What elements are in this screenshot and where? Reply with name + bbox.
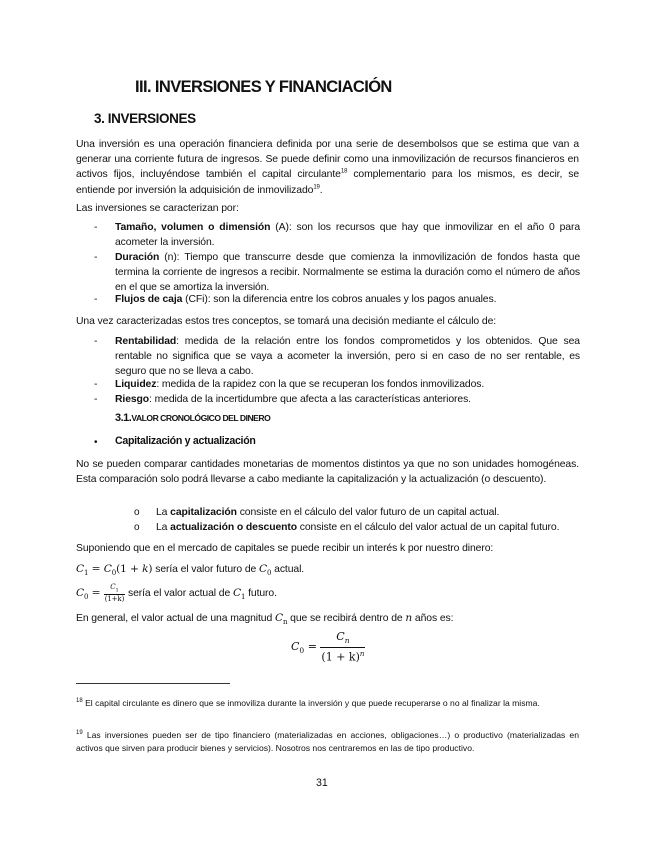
- list-item-duration: [115, 250, 580, 296]
- interest-paragraph: Suponiendo que en el mercado de capitales se puede recibir un interés k por nuestro dinero:: [76, 543, 494, 554]
- general-paragraph: [76, 611, 579, 630]
- list-item-risk: [115, 392, 580, 407]
- math-op: =: [88, 586, 104, 599]
- math-var: C: [76, 586, 85, 599]
- intro-text-2: complementario para los mismos, es decir, se entiende por inversión la adquisición de inmovilizado: [76, 169, 580, 196]
- math-op: ): [148, 563, 153, 575]
- formula-text: futuro.: [245, 587, 277, 599]
- paragraph-text: años es:: [412, 613, 454, 624]
- fraction-numerator: [104, 583, 126, 595]
- term-discount: actualización o descuento: [170, 522, 297, 533]
- footnote-18: [76, 697, 579, 710]
- list-dash: -: [94, 294, 98, 305]
- fraction-numerator: [320, 630, 365, 648]
- math-var: C: [274, 612, 283, 624]
- characteristics-intro: Las inversiones se caracterizan por:: [76, 203, 239, 214]
- circle-bullet-icon: o: [134, 507, 140, 518]
- paragraph-text: En general, el valor actual de una magnitud: [76, 613, 275, 624]
- formula-text: actual.: [271, 564, 305, 575]
- list-item-text: : medida de la relación entre los fondos comprometidos y los obtenidos. Que sea rentable no significa que se vaya a acometer la inversión, pero si en caso de no ser rentable, es seguro que no se lleva a cabo.: [115, 336, 580, 378]
- list-item-size: [115, 220, 580, 250]
- list-item-text: (A): son los recursos que hay que inmovilizar en el año 0 para acometer la inversión.: [115, 222, 581, 249]
- footnote-text: El capital circulante es dinero que se inmoviliza durante la inversión y que puede recuperarse o no al finalizar la misma.: [82, 698, 540, 708]
- term-duration: Duración: [115, 252, 160, 263]
- list-item-text: : medida de la rapidez con la que se recuperan los fondos inmovilizados.: [156, 379, 485, 390]
- list-item-text: : medida de la incertidumbre que afecta a las características anteriores.: [149, 394, 471, 405]
- list-dash: -: [94, 394, 98, 405]
- footnote-number: 18: [76, 698, 83, 705]
- bullet-icon: •: [94, 437, 98, 448]
- math-op: =: [304, 639, 321, 653]
- math-var: k: [142, 563, 149, 575]
- math-op: (1 +: [116, 563, 143, 575]
- term-liquidity: Liquidez: [115, 379, 157, 390]
- item-prefix: La: [156, 507, 171, 518]
- term-capitalization: capitalización: [170, 507, 237, 518]
- math-var: C: [76, 563, 85, 575]
- math-sub: 0: [299, 646, 305, 656]
- formula-text: sería el valor futuro de: [152, 564, 259, 575]
- math-sub: n: [344, 636, 350, 646]
- list-dash: -: [94, 252, 98, 263]
- footnote-ref-18[interactable]: 18: [340, 168, 348, 175]
- circle-bullet-icon: o: [134, 522, 140, 533]
- math-fraction: [320, 630, 365, 664]
- math-op: =: [88, 563, 104, 575]
- math-var: C: [103, 563, 112, 575]
- list-item-liquidity: [115, 377, 580, 392]
- footnote-ref-19[interactable]: 19: [313, 184, 320, 191]
- item-prefix: La: [156, 522, 171, 533]
- subsection-title-text: VALOR CRONOLÓGICO DEL DINERO: [131, 413, 271, 423]
- list-dash: -: [94, 336, 98, 347]
- math-sub: 0: [267, 569, 272, 578]
- subsection-title: [115, 412, 270, 424]
- intro-text-1: Una inversión es una operación financiera definida por una serie de desembolsos que se estima que van a generar una corriente futura de ingresos. Se puede definir como una inmovilización de recursos financieros en activos fijos, incluyéndose también el capital circulante: [76, 139, 579, 181]
- footnote-number: 19: [76, 730, 83, 737]
- formula-text: sería el valor actual de: [125, 587, 233, 599]
- paragraph-text: que se recibirá dentro de: [287, 613, 406, 624]
- footnote-19: [76, 729, 579, 754]
- list-item-profitability: [115, 334, 580, 380]
- list-item-discount: [156, 520, 581, 535]
- page-number: 31: [316, 777, 328, 789]
- math-var: C: [336, 630, 345, 643]
- future-value-formula: [76, 562, 579, 581]
- comparison-paragraph: No se pueden comparar cantidades monetarias de momentos distintos ya que no son unidades homogéneas. Esta comparación solo podrá llevarse a cabo mediante la capitalización y la actualización (o descuento).: [76, 459, 579, 486]
- math-sub: 1: [115, 587, 119, 594]
- subsection-number: 3.1.: [115, 412, 132, 424]
- decision-intro: Una vez caracterizadas estos tres conceptos, se tomará una decisión mediante el cálculo de:: [76, 316, 497, 327]
- bullet-heading: Capitalización y actualización: [115, 435, 256, 447]
- math-sup: n: [359, 650, 365, 659]
- item-text: consiste en el cálculo del valor futuro de un capital actual.: [236, 507, 500, 518]
- chapter-title: III. INVERSIONES Y FINANCIACIÓN: [135, 78, 392, 96]
- term-cashflows: Flujos de caja: [115, 294, 183, 305]
- math-var: C: [291, 639, 300, 653]
- math-var: C: [110, 583, 116, 591]
- math-expr: (1 + k): [321, 650, 360, 664]
- math-var: C: [259, 563, 268, 575]
- term-risk: Riesgo: [115, 394, 150, 405]
- math-sub: n: [282, 618, 288, 627]
- math-fraction: [104, 583, 126, 603]
- math-sub: 1: [84, 569, 89, 578]
- footnote-text: Las inversiones pueden ser de tipo financiero (materializadas en acciones, obligaciones…) o productivo (materializadas en activos que sirven para producir bienes y servicios). Nosotros nos centraremos en las de tipo productivo.: [76, 730, 579, 753]
- present-value-equation: [291, 630, 365, 664]
- present-value-formula: [76, 583, 579, 605]
- intro-paragraph: [76, 137, 579, 198]
- footnote-divider: [76, 683, 230, 684]
- list-item-text: (n): Tiempo que transcurre desde que comienza la inmovilización de fondos hasta que termina la corriente de ingresos a recibir. Normalmente se estima la duración como el número de años en el que se amortiza la inversión.: [115, 252, 580, 294]
- list-item-text: (CFi): son la diferencia entre los cobros anuales y los pagos anuales.: [182, 294, 497, 305]
- fraction-denominator: [320, 648, 365, 664]
- fraction-denominator: (1+k): [104, 595, 125, 604]
- math-var: n: [405, 612, 413, 624]
- term-profitability: Rentabilidad: [115, 336, 177, 347]
- list-dash: -: [94, 222, 98, 233]
- math-sub: 0: [111, 569, 117, 578]
- math-var: C: [232, 586, 241, 599]
- list-dash: -: [94, 379, 98, 390]
- math-sub: 1: [240, 593, 246, 602]
- section-title: 3. INVERSIONES: [94, 111, 196, 126]
- math-sub: 0: [84, 593, 89, 602]
- item-text: consiste en el cálculo del valor actual de un capital futuro.: [297, 522, 560, 533]
- term-size: Tamaño, volumen o dimensión: [115, 222, 271, 233]
- list-item-cashflows: [115, 292, 580, 307]
- list-item-capitalization: [156, 505, 581, 520]
- intro-text-3: .: [319, 184, 323, 196]
